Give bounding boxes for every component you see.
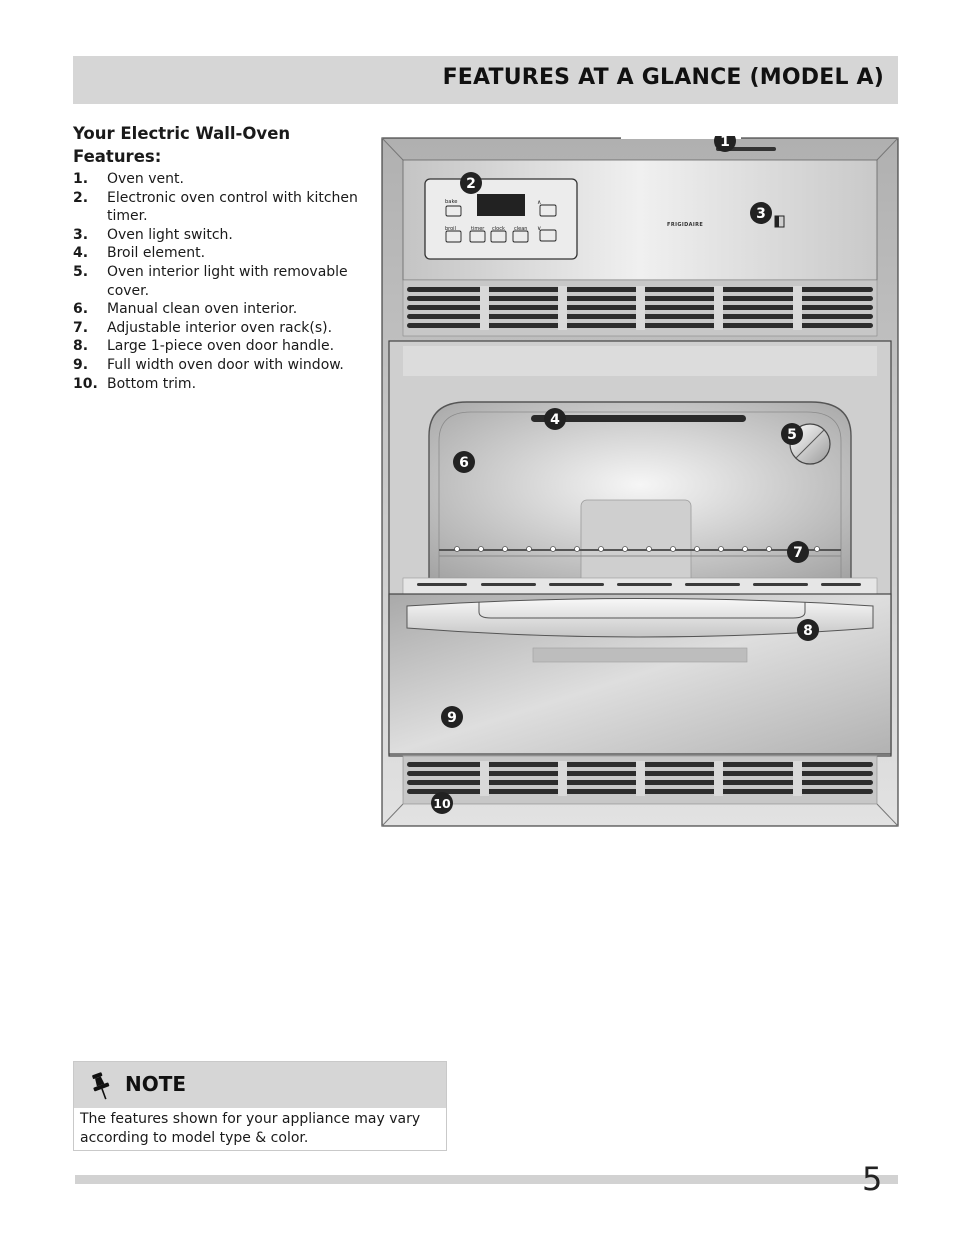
item-number: 10. [73, 375, 98, 392]
item-number: 5. [73, 263, 89, 280]
list-item [73, 375, 373, 394]
item-text: Electronic oven control with kitchen timer. [107, 189, 358, 225]
callout-4-label: 4 [550, 412, 560, 428]
callout-6 [453, 451, 475, 473]
item-text: Oven vent. [107, 171, 184, 187]
callout-5-label: 5 [787, 427, 797, 443]
broil-label: broil [445, 226, 456, 232]
brand-logo: FRIGIDAIRE [667, 222, 704, 228]
item-number: 2. [73, 189, 89, 206]
item-text: Bottom trim. [107, 375, 197, 392]
callout-1-label: 1 [720, 136, 730, 150]
callout-2-label: 2 [466, 176, 476, 192]
item-number: 7. [73, 319, 89, 336]
callout-7-label: 7 [793, 545, 803, 561]
item-number: 1. [73, 171, 89, 187]
callout-5 [781, 423, 803, 445]
title-bar [73, 56, 898, 104]
callout-10-label: 10 [433, 796, 451, 811]
item-text: Broil element. [107, 245, 206, 262]
feature-list [73, 170, 373, 393]
oven-diagram [381, 136, 899, 828]
list-item [73, 170, 373, 189]
timer-label: timer [471, 226, 485, 232]
callout-8 [797, 619, 819, 641]
list-item [73, 244, 373, 263]
callout-9 [441, 706, 463, 728]
item-text: Oven interior light with removable cover. [107, 263, 348, 299]
callout-8-label: 8 [803, 623, 813, 639]
callout-10 [431, 792, 453, 814]
features-heading: Your Electric Wall-Oven Features: [73, 124, 291, 166]
item-number: 6. [73, 301, 89, 318]
down-label: ∨ [537, 225, 542, 232]
clean-label: clean [514, 226, 528, 232]
up-label: ∧ [537, 199, 542, 206]
list-item [73, 226, 373, 245]
list-item [73, 356, 373, 375]
item-number: 3. [73, 226, 89, 243]
callout-3 [750, 202, 772, 224]
page-title: FEATURES AT A GLANCE (MODEL A) [442, 65, 884, 90]
bake-label: bake [445, 199, 458, 205]
note-text: The features shown for your appliance may vary according to model type & color. [80, 1111, 421, 1146]
control-pad [425, 179, 577, 259]
list-item [73, 300, 373, 319]
callout-4 [544, 408, 566, 430]
display-screen [477, 194, 525, 216]
list-item [73, 263, 373, 300]
note-title: NOTE [125, 1072, 187, 1096]
item-text: Manual clean oven interior. [107, 301, 298, 318]
item-text: Full width oven door with window. [107, 356, 344, 373]
item-text: Oven light switch. [107, 226, 233, 243]
page-number: 5 [862, 1160, 883, 1198]
callout-7 [787, 541, 809, 563]
item-number: 4. [73, 245, 89, 262]
item-text: Large 1-piece oven door handle. [107, 338, 335, 355]
clock-label: clock [492, 226, 505, 232]
list-item [73, 319, 373, 338]
item-text: Adjustable interior oven rack(s). [107, 319, 333, 336]
callout-6-label: 6 [459, 455, 469, 471]
pushpin-icon [88, 1071, 114, 1101]
item-number: 8. [73, 338, 89, 355]
item-number: 9. [73, 356, 89, 373]
note-header [74, 1062, 446, 1108]
footer-bar [75, 1175, 898, 1184]
callout-2 [460, 172, 482, 194]
list-item [73, 337, 373, 356]
callout-3-label: 3 [756, 206, 766, 222]
list-item [73, 189, 373, 226]
note-box [73, 1061, 447, 1151]
door-window [533, 648, 747, 662]
callout-9-label: 9 [447, 710, 457, 726]
